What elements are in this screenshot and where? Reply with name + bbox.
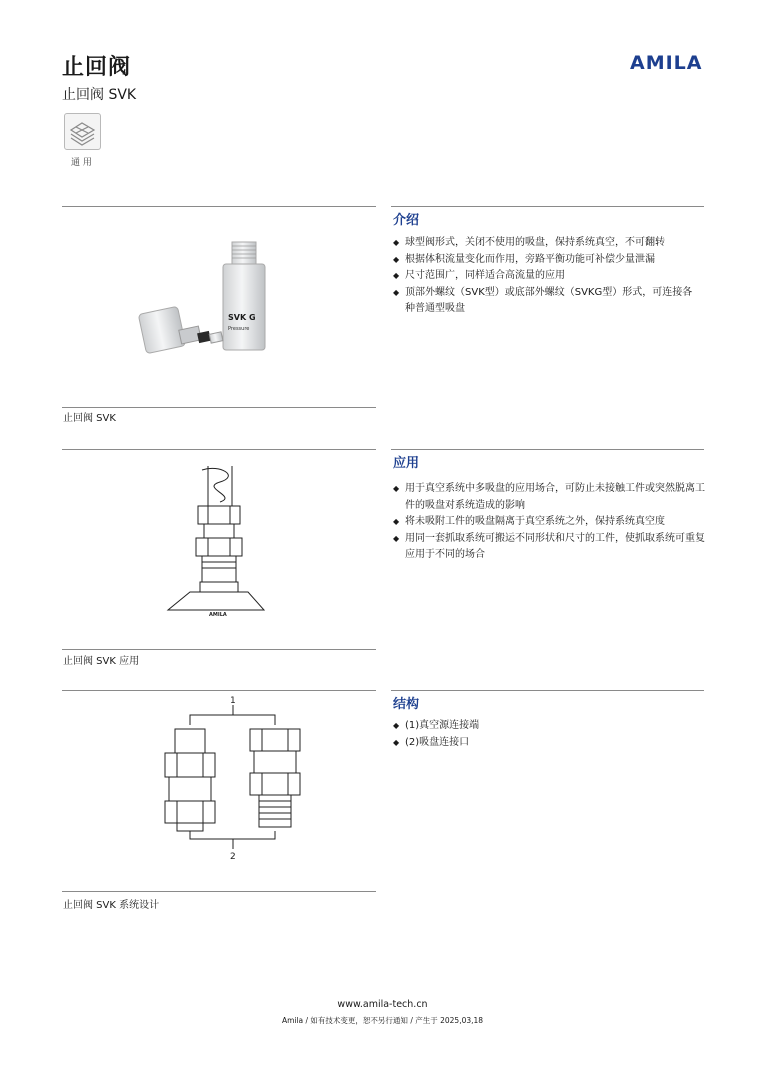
application-bullet-list <box>393 481 705 564</box>
list-item: ◆ 用于真空系统中多吸盘的应用场合，可防止未接触工件或突然脱离工件的吸盘对系统造成的影响 <box>393 481 705 514</box>
footer-website-link[interactable]: www.amila-tech.cn <box>337 999 428 1010</box>
section-heading-intro: 介绍 <box>393 213 420 228</box>
list-item: ◆ 将未吸附工件的吸盘隔离于真空系统之外，保持系统真空度 <box>393 514 705 531</box>
structure-drawing <box>155 693 315 863</box>
section-rule <box>391 690 704 691</box>
section-heading-structure: 结构 <box>393 697 420 712</box>
brand-logo: AMILA <box>630 52 703 74</box>
structure-bullet-list <box>393 718 693 751</box>
cup-brand-label: AMILA <box>209 612 227 618</box>
callout-1: 1 <box>230 696 236 706</box>
figure-caption: 止回阀 SVK <box>63 413 116 424</box>
list-item: ◆ 顶部外螺纹（SVK型）或底部外螺纹（SVKG型）形式，可连接各种普通型吸盘 <box>393 285 693 318</box>
list-item: ◆ (2)吸盘连接口 <box>393 735 693 752</box>
category-icon-label: 通 用 <box>71 158 92 168</box>
list-item: ◆ 球型阀形式，关闭不使用的吸盘，保持系统真空，不可翻转 <box>393 235 693 252</box>
footer-note: Amila / 如有技术变更，恕不另行通知 / 产生于 2025,03,18 <box>281 1016 484 1025</box>
intro-bullet-list <box>393 235 693 318</box>
section-rule <box>62 449 376 450</box>
section-rule <box>391 206 704 207</box>
list-item: ◆ (1)真空源连接端 <box>393 718 693 735</box>
page-title: 止回阀 <box>62 55 132 80</box>
list-item: ◆ 用同一套抓取系统可搬运不同形状和尺寸的工件，使抓取系统可重复应用于不同的场合 <box>393 531 705 564</box>
section-heading-application: 应用 <box>393 456 420 471</box>
callout-2: 2 <box>230 852 236 862</box>
model-label: SVK G <box>228 313 256 322</box>
section-rule <box>391 449 704 450</box>
application-drawing <box>160 462 280 622</box>
pressure-label: Pressure <box>228 326 250 332</box>
caption-rule <box>62 407 376 408</box>
product-photo <box>120 240 280 360</box>
general-category-icon <box>64 113 101 150</box>
list-item: ◆ 尺寸范围广，同样适合高流量的应用 <box>393 268 693 285</box>
section-rule <box>62 690 376 691</box>
section-rule <box>62 206 376 207</box>
figure-caption: 止回阀 SVK 应用 <box>63 656 140 667</box>
caption-rule <box>62 649 376 650</box>
list-item: ◆ 根据体积流量变化而作用，旁路平衡功能可补偿少量泄漏 <box>393 252 693 269</box>
figure-caption: 止回阀 SVK 系统设计 <box>63 900 160 911</box>
caption-rule <box>62 891 376 892</box>
page-subtitle: 止回阀 SVK <box>62 87 137 103</box>
